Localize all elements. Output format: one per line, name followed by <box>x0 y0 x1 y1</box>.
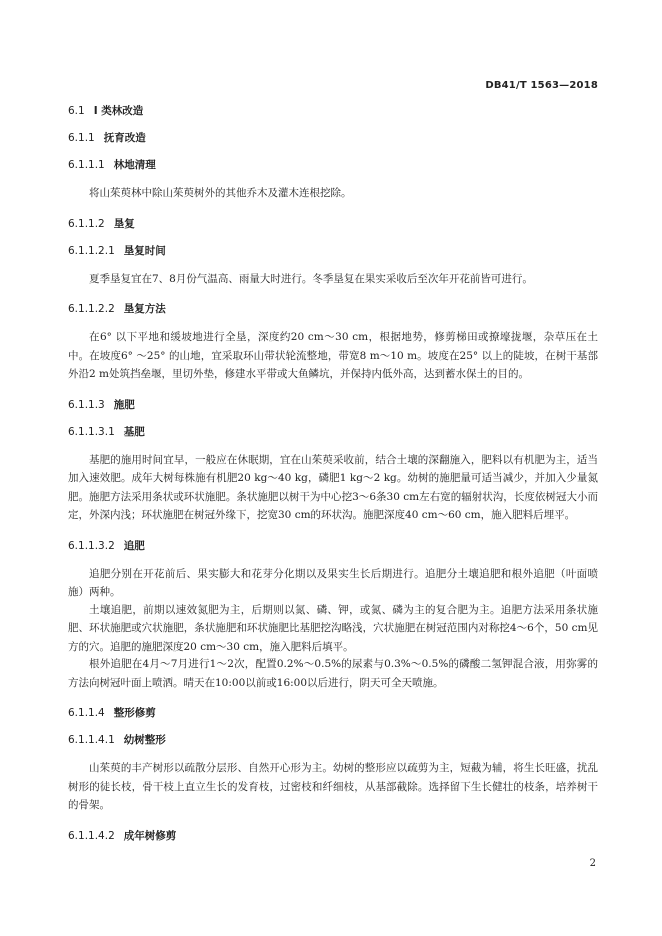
section-heading <box>68 539 598 553</box>
section-title: 抚育改造 <box>103 132 146 144</box>
section-number: 6.1.1.4.1 <box>68 734 115 746</box>
section-heading <box>68 302 598 316</box>
section-number: 6.1.1.4 <box>68 707 105 719</box>
section-number: 6.1.1.3 <box>68 398 105 411</box>
section-heading <box>68 158 598 172</box>
section-number: 6.1 <box>68 105 85 117</box>
paragraph: 基肥的施用时间宜早，一般应在休眠期，宜在山茱萸采收前，结合土壤的深翻施入，肥料以有机肥为主，适当加入速效肥。成年大树每株施有机肥20 kg～40 kg，磷肥1 kg～2 kg。幼树的施肥量可适当减少，并加入少量氮肥。施肥方法采用条状或环状施肥。条状施肥以树干为中心挖3～6条30 cm左右宽的辐射状沟，长度依树冠大小而定，外深内浅；环状施肥在树冠外缘下，挖宽30 cm的环状沟。施肥深度40 cm～60 cm，施入肥料后埋平。 <box>68 453 598 521</box>
section-heading <box>68 131 598 145</box>
section-number: 6.1.1.2.2 <box>68 303 115 315</box>
section-heading <box>68 244 598 258</box>
section-title: 施肥 <box>113 398 135 411</box>
section-heading <box>68 217 598 231</box>
section-title: 林地清理 <box>113 159 156 171</box>
section-heading <box>68 104 598 118</box>
section-title: 垦复时间 <box>123 244 166 257</box>
paragraph: 根外追肥在4月～7月进行1～2次，配置0.2%～0.5%的尿素与0.3%～0.5%的磷酸二氢钾混合液，用弥雾的方法向树冠叶面上喷洒。晴天在10:00以前或16:00以后进行，阴天可全天喷施。 <box>68 658 598 689</box>
paragraph: 夏季垦复宜在7、8月份气温高、雨量大时进行。冬季垦复在果实采收后至次年开花前皆可进行。 <box>89 272 533 285</box>
section-title: 追肥 <box>123 539 145 552</box>
section-number: 6.1.1.2.1 <box>68 244 115 257</box>
section-title: 整形修剪 <box>113 707 156 719</box>
section-title: 垦复方法 <box>123 303 166 315</box>
section-number: 6.1.1.3.1 <box>68 425 115 438</box>
section-heading <box>68 398 598 412</box>
section-number: 6.1.1.3.2 <box>68 539 115 552</box>
standard-code: DB41/T 1563—2018 <box>485 80 598 91</box>
section-title: 垦复 <box>113 217 135 230</box>
section-heading <box>68 733 598 747</box>
section-title: 成年树修剪 <box>123 829 177 842</box>
paragraph: 追肥分别在开花前后、果实膨大和花芽分化期以及果实生长后期进行。追肥分土壤追肥和根外追肥（叶面喷施）两种。 <box>68 567 598 598</box>
section-number: 6.1.1 <box>68 132 95 144</box>
document-body <box>68 104 598 856</box>
paragraph: 将山茱萸林中除山茱萸树外的其他乔木及灌木连根挖除。 <box>89 187 352 199</box>
section-heading <box>68 829 598 843</box>
paragraph: 在6° 以下平地和缓坡地进行全垦，深度约20 cm～30 cm，根据地势，修剪梯田或撩壕拢堰，杂草压在土中。在坡度6° ～25° 的山地，宜采取环山带状轮流整地，带宽8 m～10 m。坡度在25° 以上的陡坡，在树干基部外沿2 m处筑挡垒堰，里切外垫，修建水平带或大鱼鳞坑，并保持内低外高，达到蓄水保土的目的。 <box>68 331 598 380</box>
paragraph: 土壤追肥，前期以速效氮肥为主，后期则以氮、磷、钾，或氮、磷为主的复合肥为主。追肥方法采用条状施肥、环状施肥或穴状施肥，条状施肥和环状施肥比基肥挖沟略浅，穴状施肥在树冠范围内对称挖4～6个，50 cm见方的穴。追肥的施肥深度20 cm～30 cm，施入肥料后填平。 <box>68 603 598 653</box>
section-title: 基肥 <box>123 425 145 438</box>
section-heading <box>68 425 598 439</box>
section-title: I 类林改造 <box>93 105 144 117</box>
section-heading <box>68 706 598 720</box>
section-number: 6.1.1.1 <box>68 159 105 171</box>
section-number: 6.1.1.4.2 <box>68 829 115 842</box>
section-number: 6.1.1.2 <box>68 217 105 230</box>
paragraph: 山茱萸的丰产树形以疏散分层形、自然开心形为主。幼树的整形应以疏剪为主，短截为辅，将生长旺盛，扰乱树形的徒长枝，骨干枝上直立生长的发育枝，过密枝和纤细枝，从基部截除。选择留下生长健壮的枝条，培养树干的骨架。 <box>68 762 598 811</box>
section-title: 幼树整形 <box>123 734 166 746</box>
page-number: 2 <box>589 858 596 869</box>
